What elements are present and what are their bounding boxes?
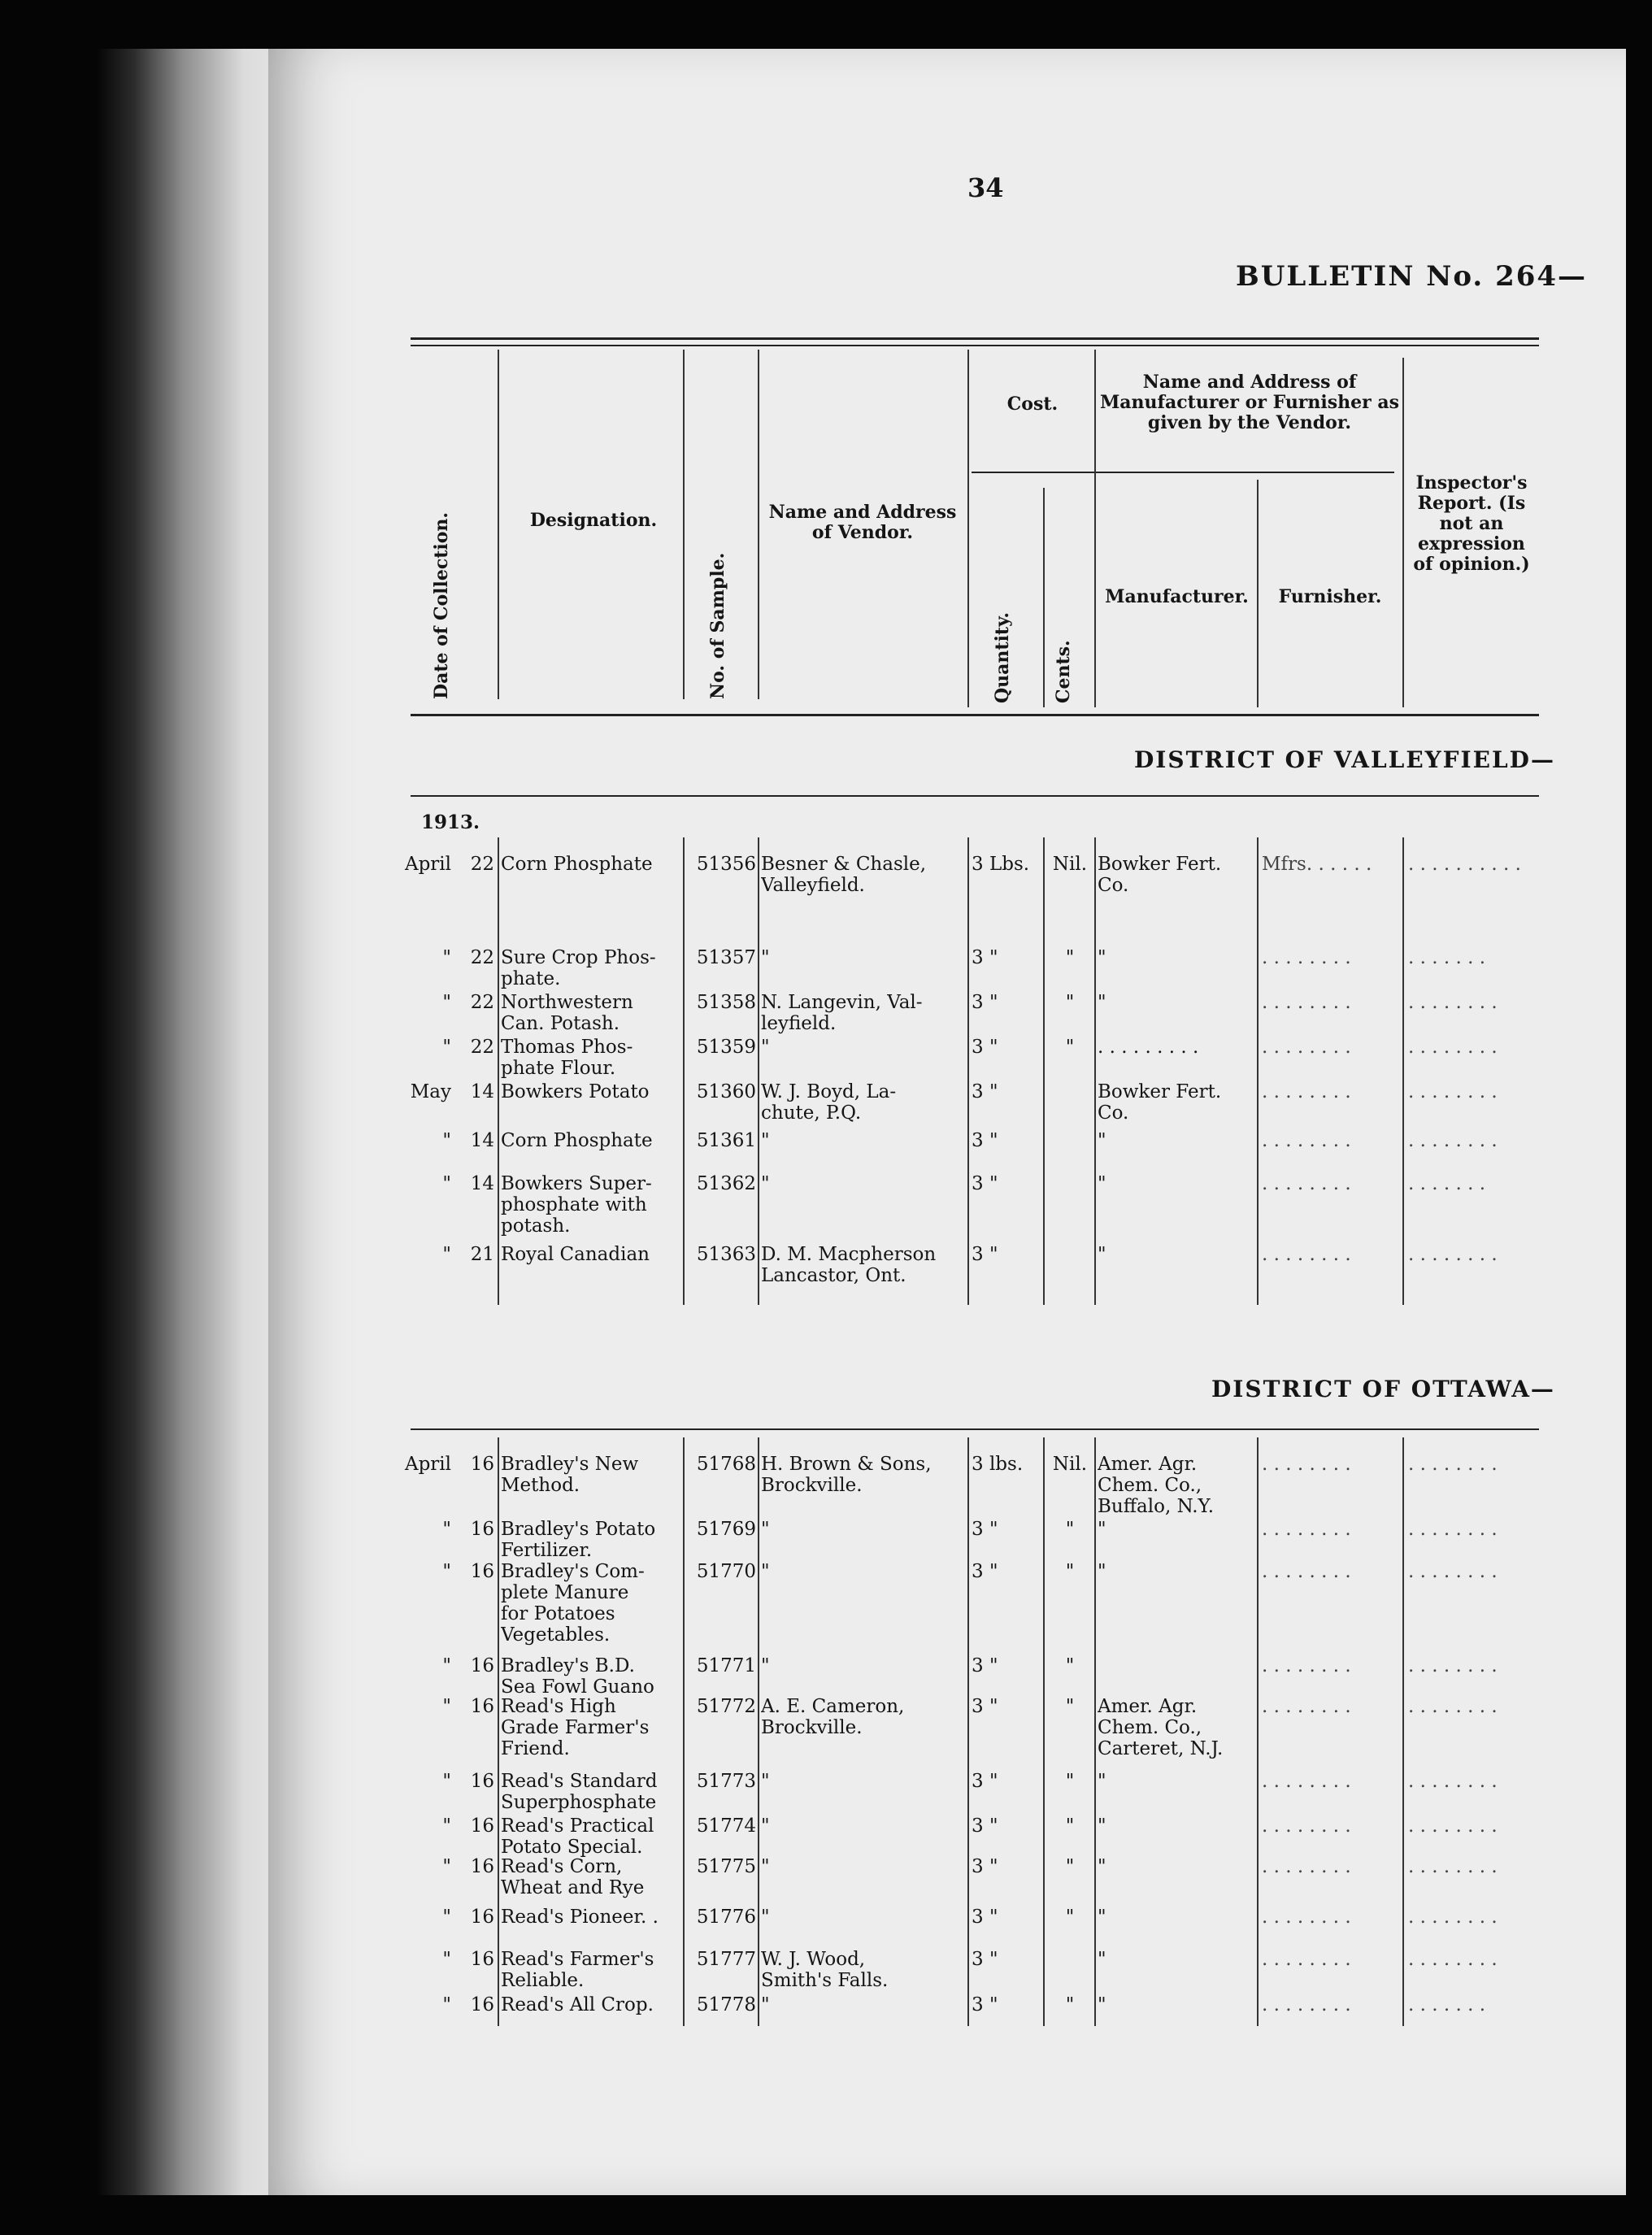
cell-month: " bbox=[442, 1907, 451, 1928]
header-cents: Cents. bbox=[1053, 640, 1074, 703]
cell-vendor: " bbox=[761, 1655, 770, 1676]
cell-designation: Northwestern Can. Potash. bbox=[501, 992, 633, 1034]
cell-manufacturer: Amer. Agr. Chem. Co., Carteret, N.J. bbox=[1098, 1696, 1224, 1759]
cell-sample: 51360 bbox=[696, 1081, 756, 1102]
cell-vendor: " bbox=[761, 1994, 770, 2015]
district-heading: DISTRICT OF OTTAWA— bbox=[1211, 1376, 1555, 1402]
cell-report: . . . . . . . bbox=[1408, 1173, 1486, 1194]
page-number: 34 bbox=[967, 172, 1004, 203]
header-top-rule bbox=[411, 337, 1539, 340]
body-col-line bbox=[1043, 837, 1045, 1305]
cell-furnisher: . . . . . . . . bbox=[1262, 1519, 1351, 1540]
cell-day: 14 bbox=[470, 1173, 494, 1194]
cell-manufacturer: " bbox=[1098, 1949, 1106, 1970]
cell-sample: 51778 bbox=[696, 1994, 756, 2015]
cell-qty: 3 " bbox=[972, 1856, 998, 1877]
cell-report: . . . . . . . . bbox=[1408, 1454, 1498, 1475]
cell-cents: " bbox=[1065, 1815, 1075, 1837]
body-col-line bbox=[683, 1437, 685, 2026]
cell-qty: 3 " bbox=[972, 1244, 998, 1265]
cell-report: . . . . . . . . bbox=[1408, 1519, 1498, 1540]
cell-furnisher: . . . . . . . . bbox=[1262, 1771, 1351, 1792]
cell-designation: Read's Standard Superphosphate bbox=[501, 1771, 658, 1813]
cell-furnisher: . . . . . . . . bbox=[1262, 1655, 1351, 1676]
cell-report: . . . . . . . . bbox=[1408, 1561, 1498, 1582]
cell-designation: Read's All Crop. bbox=[501, 1994, 654, 2015]
cell-day: 16 bbox=[470, 1655, 494, 1676]
col-line bbox=[498, 350, 499, 699]
cell-sample: 51772 bbox=[696, 1696, 756, 1717]
cell-vendor: " bbox=[761, 1907, 770, 1928]
cell-month: " bbox=[442, 1655, 451, 1676]
cell-sample: 51773 bbox=[696, 1771, 756, 1792]
col-line bbox=[683, 350, 685, 699]
cell-furnisher: . . . . . . . . bbox=[1262, 1081, 1351, 1102]
cell-sample: 51774 bbox=[696, 1815, 756, 1837]
cell-qty: 3 " bbox=[972, 1561, 998, 1582]
cell-qty: 3 " bbox=[972, 1519, 998, 1540]
cell-designation: Bradley's Potato Fertilizer. bbox=[501, 1519, 656, 1561]
cell-furnisher: . . . . . . . . bbox=[1262, 1244, 1351, 1265]
cell-month: " bbox=[442, 1173, 451, 1194]
body-col-line bbox=[1257, 837, 1259, 1305]
cell-manufacturer: " bbox=[1098, 1173, 1106, 1194]
cell-day: 16 bbox=[470, 1815, 494, 1837]
col-line bbox=[1043, 488, 1045, 707]
cell-vendor: " bbox=[761, 1771, 770, 1792]
cell-furnisher: . . . . . . . . bbox=[1262, 1130, 1351, 1151]
cell-vendor: W. J. Wood, Smith's Falls. bbox=[761, 1949, 889, 1991]
cell-furnisher: . . . . . . . . bbox=[1262, 1037, 1351, 1058]
cell-qty: 3 " bbox=[972, 1037, 998, 1058]
cell-qty: 3 " bbox=[972, 1907, 998, 1928]
cell-cents: " bbox=[1065, 1519, 1075, 1540]
cell-furnisher: . . . . . . . . bbox=[1262, 1561, 1351, 1582]
cell-day: 16 bbox=[470, 1519, 494, 1540]
cell-vendor: " bbox=[761, 947, 770, 968]
cell-day: 14 bbox=[470, 1130, 494, 1151]
cell-report: . . . . . . . bbox=[1408, 947, 1486, 968]
cell-manufacturer: " bbox=[1098, 992, 1106, 1013]
cell-qty: 3 " bbox=[972, 1173, 998, 1194]
header-date: Date of Collection. bbox=[431, 511, 452, 699]
cell-cents: " bbox=[1065, 947, 1075, 968]
cell-designation: Royal Canadian bbox=[501, 1244, 650, 1265]
cell-furnisher: . . . . . . . . bbox=[1262, 1173, 1351, 1194]
cell-manufacturer: " bbox=[1098, 1815, 1106, 1837]
cell-vendor: W. J. Boyd, La- chute, P.Q. bbox=[761, 1081, 897, 1124]
cell-vendor: D. M. Macpherson Lancastor, Ont. bbox=[761, 1244, 937, 1286]
cell-month: " bbox=[442, 1696, 451, 1717]
cell-vendor: " bbox=[761, 1856, 770, 1877]
cell-manufacturer: Amer. Agr. Chem. Co., Buffalo, N.Y. bbox=[1098, 1454, 1215, 1517]
cell-manufacturer: " bbox=[1098, 1519, 1106, 1540]
cell-designation: Sure Crop Phos- phate. bbox=[501, 947, 656, 989]
cell-qty: 3 " bbox=[972, 1081, 998, 1102]
cell-qty: 3 " bbox=[972, 1771, 998, 1792]
cell-vendor: H. Brown & Sons, Brockville. bbox=[761, 1454, 932, 1496]
cell-report: . . . . . . . bbox=[1408, 1994, 1486, 2015]
cell-designation: Corn Phosphate bbox=[501, 854, 653, 875]
cell-day: 16 bbox=[470, 1771, 494, 1792]
cell-furnisher: . . . . . . . . bbox=[1262, 1949, 1351, 1970]
cell-designation: Read's Practical Potato Special. bbox=[501, 1815, 654, 1858]
header-manufacturer-group: Name and Address of Manufacturer or Furnisher as given by the Vendor. bbox=[1099, 372, 1400, 433]
cell-day: 22 bbox=[470, 947, 494, 968]
cell-vendor: " bbox=[761, 1130, 770, 1151]
cell-furnisher: . . . . . . . . bbox=[1262, 1907, 1351, 1928]
cell-furnisher: . . . . . . . . bbox=[1262, 947, 1351, 968]
cell-qty: 3 " bbox=[972, 1696, 998, 1717]
header-manufacturer: Manufacturer. bbox=[1105, 586, 1249, 607]
cell-report: . . . . . . . . bbox=[1408, 1130, 1498, 1151]
cell-month: " bbox=[442, 947, 451, 968]
cell-report: . . . . . . . . bbox=[1408, 1907, 1498, 1928]
cell-sample: 51357 bbox=[696, 947, 756, 968]
cell-month: April bbox=[404, 1454, 451, 1475]
cell-sample: 51769 bbox=[696, 1519, 756, 1540]
cell-month: " bbox=[442, 1561, 451, 1582]
cell-cents: " bbox=[1065, 1994, 1075, 2015]
cell-month: " bbox=[442, 1244, 451, 1265]
cell-qty: 3 " bbox=[972, 992, 998, 1013]
cell-report: . . . . . . . . bbox=[1408, 1856, 1498, 1877]
cell-day: 16 bbox=[470, 1856, 494, 1877]
cell-designation: Bowkers Super- phosphate with potash. bbox=[501, 1173, 652, 1237]
header-sample: No. of Sample. bbox=[707, 552, 728, 699]
cell-cents: " bbox=[1065, 1696, 1075, 1717]
cell-cents: " bbox=[1065, 1856, 1075, 1877]
header-inspector-report: Inspector's Report. (Is not an expression of opinion.) bbox=[1413, 472, 1530, 575]
section-rule bbox=[411, 795, 1539, 797]
cell-day: 16 bbox=[470, 1907, 494, 1928]
cell-cents: " bbox=[1065, 1561, 1075, 1582]
cell-sample: 51359 bbox=[696, 1037, 756, 1058]
cell-qty: 3 Lbs. bbox=[972, 854, 1030, 875]
cell-month: April bbox=[404, 854, 451, 875]
cell-designation: Bradley's Com- plete Manure for Potatoes Vegetables. bbox=[501, 1561, 645, 1646]
header-quantity: Quantity. bbox=[992, 611, 1013, 703]
body-col-line bbox=[1257, 1437, 1259, 2026]
cell-designation: Thomas Phos- phate Flour. bbox=[501, 1037, 633, 1079]
header-top-rule-2 bbox=[411, 345, 1539, 346]
cell-cents: " bbox=[1065, 1655, 1075, 1676]
cell-qty: 3 " bbox=[972, 947, 998, 968]
cell-month: May bbox=[410, 1081, 451, 1102]
cell-report: . . . . . . . . bbox=[1408, 1815, 1498, 1837]
cell-sample: 51768 bbox=[696, 1454, 756, 1475]
cell-cents: " bbox=[1065, 992, 1075, 1013]
cell-furnisher: . . . . . . . . bbox=[1262, 1454, 1351, 1475]
cell-qty: 3 " bbox=[972, 1655, 998, 1676]
col-line bbox=[1094, 350, 1096, 707]
cell-sample: 51777 bbox=[696, 1949, 756, 1970]
cell-designation: Read's High Grade Farmer's Friend. bbox=[501, 1696, 650, 1759]
body-col-line bbox=[967, 837, 969, 1305]
cell-manufacturer: " bbox=[1098, 1856, 1106, 1877]
cell-cents: Nil. bbox=[1052, 854, 1088, 875]
cell-report: . . . . . . . . bbox=[1408, 1037, 1498, 1058]
cell-vendor: " bbox=[761, 1561, 770, 1582]
body-col-line bbox=[683, 837, 685, 1305]
cell-furnisher: Mfrs. . . . . . bbox=[1262, 854, 1372, 875]
body-col-line bbox=[758, 1437, 759, 2026]
body-col-line bbox=[1094, 1437, 1096, 2026]
cell-manufacturer: " bbox=[1098, 1994, 1106, 2015]
cell-vendor: " bbox=[761, 1815, 770, 1837]
cell-furnisher: . . . . . . . . bbox=[1262, 992, 1351, 1013]
header-vendor: Name and Address of Vendor. bbox=[768, 502, 957, 543]
header-designation: Designation. bbox=[529, 510, 658, 531]
cell-sample: 51361 bbox=[696, 1130, 756, 1151]
cell-sample: 51770 bbox=[696, 1561, 756, 1582]
cell-month: " bbox=[442, 992, 451, 1013]
cell-sample: 51358 bbox=[696, 992, 756, 1013]
cell-qty: 3 lbs. bbox=[972, 1454, 1024, 1475]
cell-sample: 51771 bbox=[696, 1655, 756, 1676]
cell-vendor: N. Langevin, Val- leyfield. bbox=[761, 992, 923, 1034]
cell-sample: 51362 bbox=[696, 1173, 756, 1194]
cell-designation: Read's Corn, Wheat and Rye bbox=[501, 1856, 645, 1898]
cell-vendor: Besner & Chasle, Valleyfield. bbox=[761, 854, 927, 896]
cell-designation: Bowkers Potato bbox=[501, 1081, 650, 1102]
cell-day: 14 bbox=[470, 1081, 494, 1102]
section-rule bbox=[411, 1428, 1539, 1430]
cell-designation: Read's Pioneer. . bbox=[501, 1907, 659, 1928]
cell-month: " bbox=[442, 1994, 451, 2015]
cell-furnisher: . . . . . . . . bbox=[1262, 1815, 1351, 1837]
body-col-line bbox=[498, 1437, 499, 2026]
cell-month: " bbox=[442, 1856, 451, 1877]
cell-report: . . . . . . . . bbox=[1408, 1655, 1498, 1676]
cell-vendor: " bbox=[761, 1173, 770, 1194]
cell-cents: " bbox=[1065, 1771, 1075, 1792]
cell-day: 16 bbox=[470, 1994, 494, 2015]
cell-designation: Corn Phosphate bbox=[501, 1130, 653, 1151]
cell-vendor: A. E. Cameron, Brockville. bbox=[761, 1696, 905, 1738]
cell-cents: " bbox=[1065, 1907, 1075, 1928]
cell-month: " bbox=[442, 1815, 451, 1837]
header-furnisher: Furnisher. bbox=[1278, 586, 1382, 607]
cell-manufacturer: . . . . . . . . . bbox=[1098, 1037, 1199, 1058]
cell-day: 22 bbox=[470, 854, 494, 875]
header-cost: Cost. bbox=[1006, 394, 1059, 415]
body-col-line bbox=[1094, 837, 1096, 1305]
body-col-line bbox=[498, 837, 499, 1305]
col-line bbox=[758, 350, 759, 699]
cell-furnisher: . . . . . . . . bbox=[1262, 1856, 1351, 1877]
cell-furnisher: . . . . . . . . bbox=[1262, 1696, 1351, 1717]
body-col-line bbox=[1402, 1437, 1404, 2026]
cell-day: 16 bbox=[470, 1561, 494, 1582]
cell-day: 16 bbox=[470, 1696, 494, 1717]
cell-month: " bbox=[442, 1519, 451, 1540]
bulletin-title: BULLETIN No. 264— bbox=[1236, 260, 1588, 293]
cell-month: " bbox=[442, 1949, 451, 1970]
cell-vendor: " bbox=[761, 1519, 770, 1540]
header-bottom-rule bbox=[411, 714, 1539, 716]
district-heading: DISTRICT OF VALLEYFIELD— bbox=[1134, 746, 1555, 773]
cell-manufacturer: " bbox=[1098, 947, 1106, 968]
cell-manufacturer: " bbox=[1098, 1130, 1106, 1151]
cell-day: 22 bbox=[470, 1037, 494, 1058]
cell-sample: 51776 bbox=[696, 1907, 756, 1928]
col-line bbox=[967, 350, 969, 707]
cell-day: 16 bbox=[470, 1454, 494, 1475]
cell-designation: Bradley's New Method. bbox=[501, 1454, 639, 1496]
cell-manufacturer: " bbox=[1098, 1561, 1106, 1582]
cell-vendor: " bbox=[761, 1037, 770, 1058]
cell-manufacturer: Bowker Fert. Co. bbox=[1098, 854, 1222, 896]
cell-report: . . . . . . . . bbox=[1408, 1081, 1498, 1102]
cell-report: . . . . . . . . bbox=[1408, 992, 1498, 1013]
body-col-line bbox=[1402, 837, 1404, 1305]
cell-cents: " bbox=[1065, 1037, 1075, 1058]
cell-report: . . . . . . . . . . bbox=[1408, 854, 1521, 875]
col-line bbox=[1257, 480, 1259, 707]
year-label: 1913. bbox=[421, 811, 480, 833]
cell-qty: 3 " bbox=[972, 1949, 998, 1970]
cell-furnisher: . . . . . . . . bbox=[1262, 1994, 1351, 2015]
cell-day: 16 bbox=[470, 1949, 494, 1970]
cell-manufacturer: " bbox=[1098, 1907, 1106, 1928]
cell-report: . . . . . . . . bbox=[1408, 1949, 1498, 1970]
cell-report: . . . . . . . . bbox=[1408, 1696, 1498, 1717]
cell-qty: 3 " bbox=[972, 1130, 998, 1151]
cell-report: . . . . . . . . bbox=[1408, 1771, 1498, 1792]
cell-qty: 3 " bbox=[972, 1994, 998, 2015]
cell-report: . . . . . . . . bbox=[1408, 1244, 1498, 1265]
cell-sample: 51356 bbox=[696, 854, 756, 875]
cell-manufacturer: " bbox=[1098, 1244, 1106, 1265]
col-line bbox=[1402, 358, 1404, 707]
cell-day: 22 bbox=[470, 992, 494, 1013]
body-col-line bbox=[1043, 1437, 1045, 2026]
cell-sample: 51363 bbox=[696, 1244, 756, 1265]
cell-day: 21 bbox=[470, 1244, 494, 1265]
body-col-line bbox=[758, 837, 759, 1305]
cell-month: " bbox=[442, 1771, 451, 1792]
cell-designation: Read's Farmer's Reliable. bbox=[501, 1949, 654, 1991]
cell-qty: 3 " bbox=[972, 1815, 998, 1837]
cell-month: " bbox=[442, 1037, 451, 1058]
cell-manufacturer: " bbox=[1098, 1771, 1106, 1792]
cell-manufacturer: Bowker Fert. Co. bbox=[1098, 1081, 1222, 1124]
cell-cents: Nil. bbox=[1052, 1454, 1088, 1475]
cell-month: " bbox=[442, 1130, 451, 1151]
cell-designation: Bradley's B.D. Sea Fowl Guano bbox=[501, 1655, 654, 1698]
cell-sample: 51775 bbox=[696, 1856, 756, 1877]
cost-rule bbox=[972, 472, 1394, 473]
body-col-line bbox=[967, 1437, 969, 2026]
